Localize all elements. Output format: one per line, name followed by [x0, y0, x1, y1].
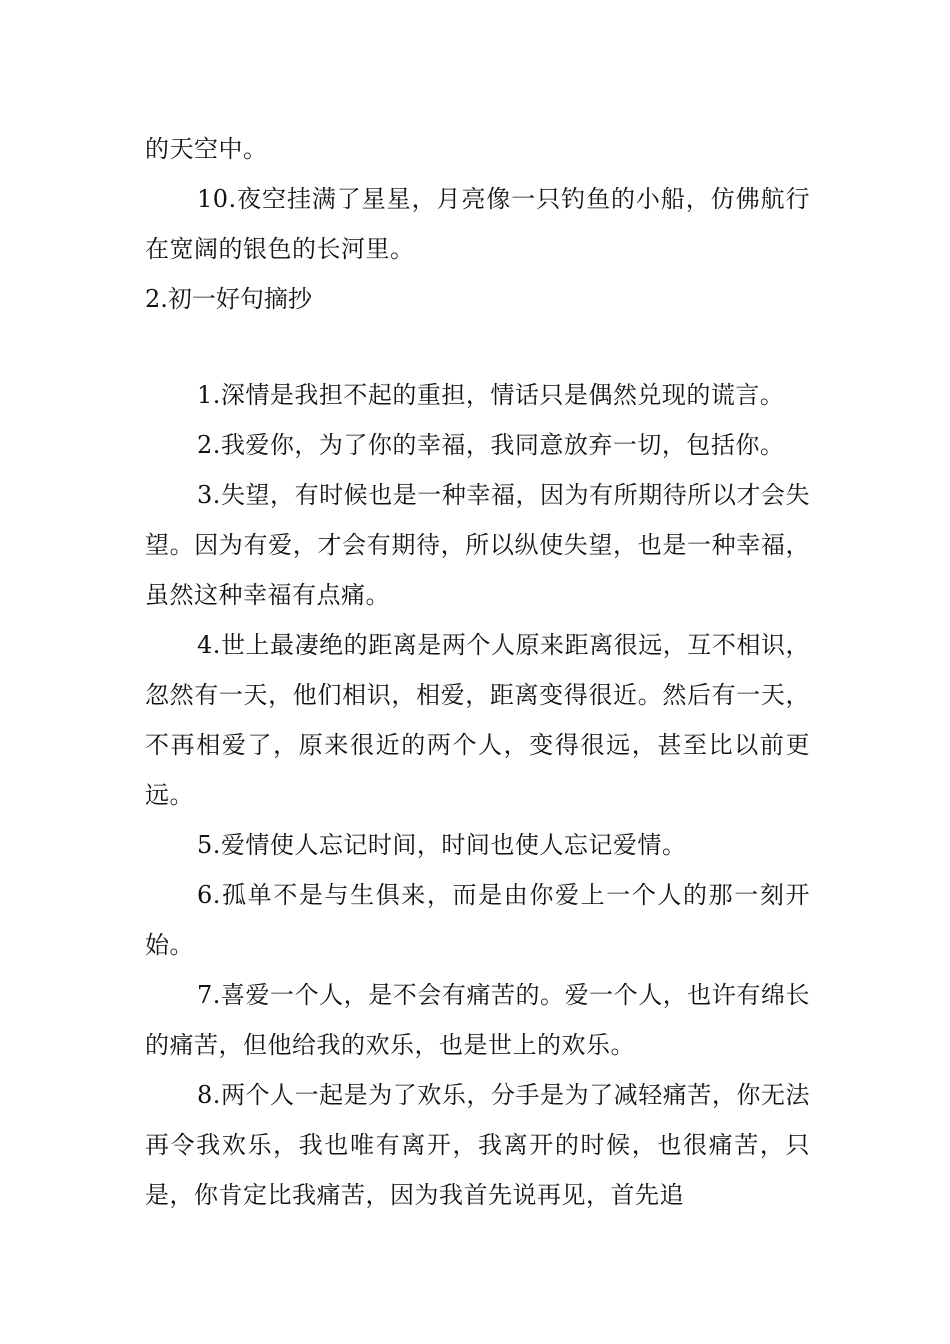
list-item: 10.夜空挂满了星星，月亮像一只钓鱼的小船，仿佛航行在宽阔的银色的长河里。	[145, 185, 810, 263]
list-item: 3.失望，有时候也是一种幸福，因为有所期待所以才会失望。因为有爱，才会有期待，所以纵使失望，也是一种幸福，虽然这种幸福有点痛。	[145, 481, 810, 609]
list-item: 7.喜爱一个人，是不会有痛苦的。爱一个人，也许有绵长的痛苦，但他给我的欢乐，也是世上的欢乐。	[145, 981, 810, 1059]
document-body	[145, 124, 810, 1220]
list-item: 4.世上最凄绝的距离是两个人原来距离很远，互不相识，忽然有一天，他们相识，相爱，距离变得很近。然后有一天，不再相爱了，原来很近的两个人，变得很远，甚至比以前更远。	[145, 631, 810, 809]
spacer	[145, 324, 810, 370]
continuation-fragment: 的天空中。	[145, 135, 268, 163]
section-heading: 2.初一好句摘抄	[145, 285, 312, 313]
list-item: 5.爱情使人忘记时间，时间也使人忘记爱情。	[197, 831, 687, 859]
list-item: 6.孤单不是与生俱来，而是由你爱上一个人的那一刻开始。	[145, 881, 810, 959]
list-item: 8.两个人一起是为了欢乐，分手是为了减轻痛苦，你无法再令我欢乐，我也唯有离开，我离开的时候，也很痛苦，只是，你肯定比我痛苦，因为我首先说再见，首先追	[145, 1081, 810, 1209]
list-item: 2.我爱你，为了你的幸福，我同意放弃一切，包括你。	[197, 431, 785, 459]
list-item: 1.深情是我担不起的重担，情话只是偶然兑现的谎言。	[197, 381, 785, 409]
